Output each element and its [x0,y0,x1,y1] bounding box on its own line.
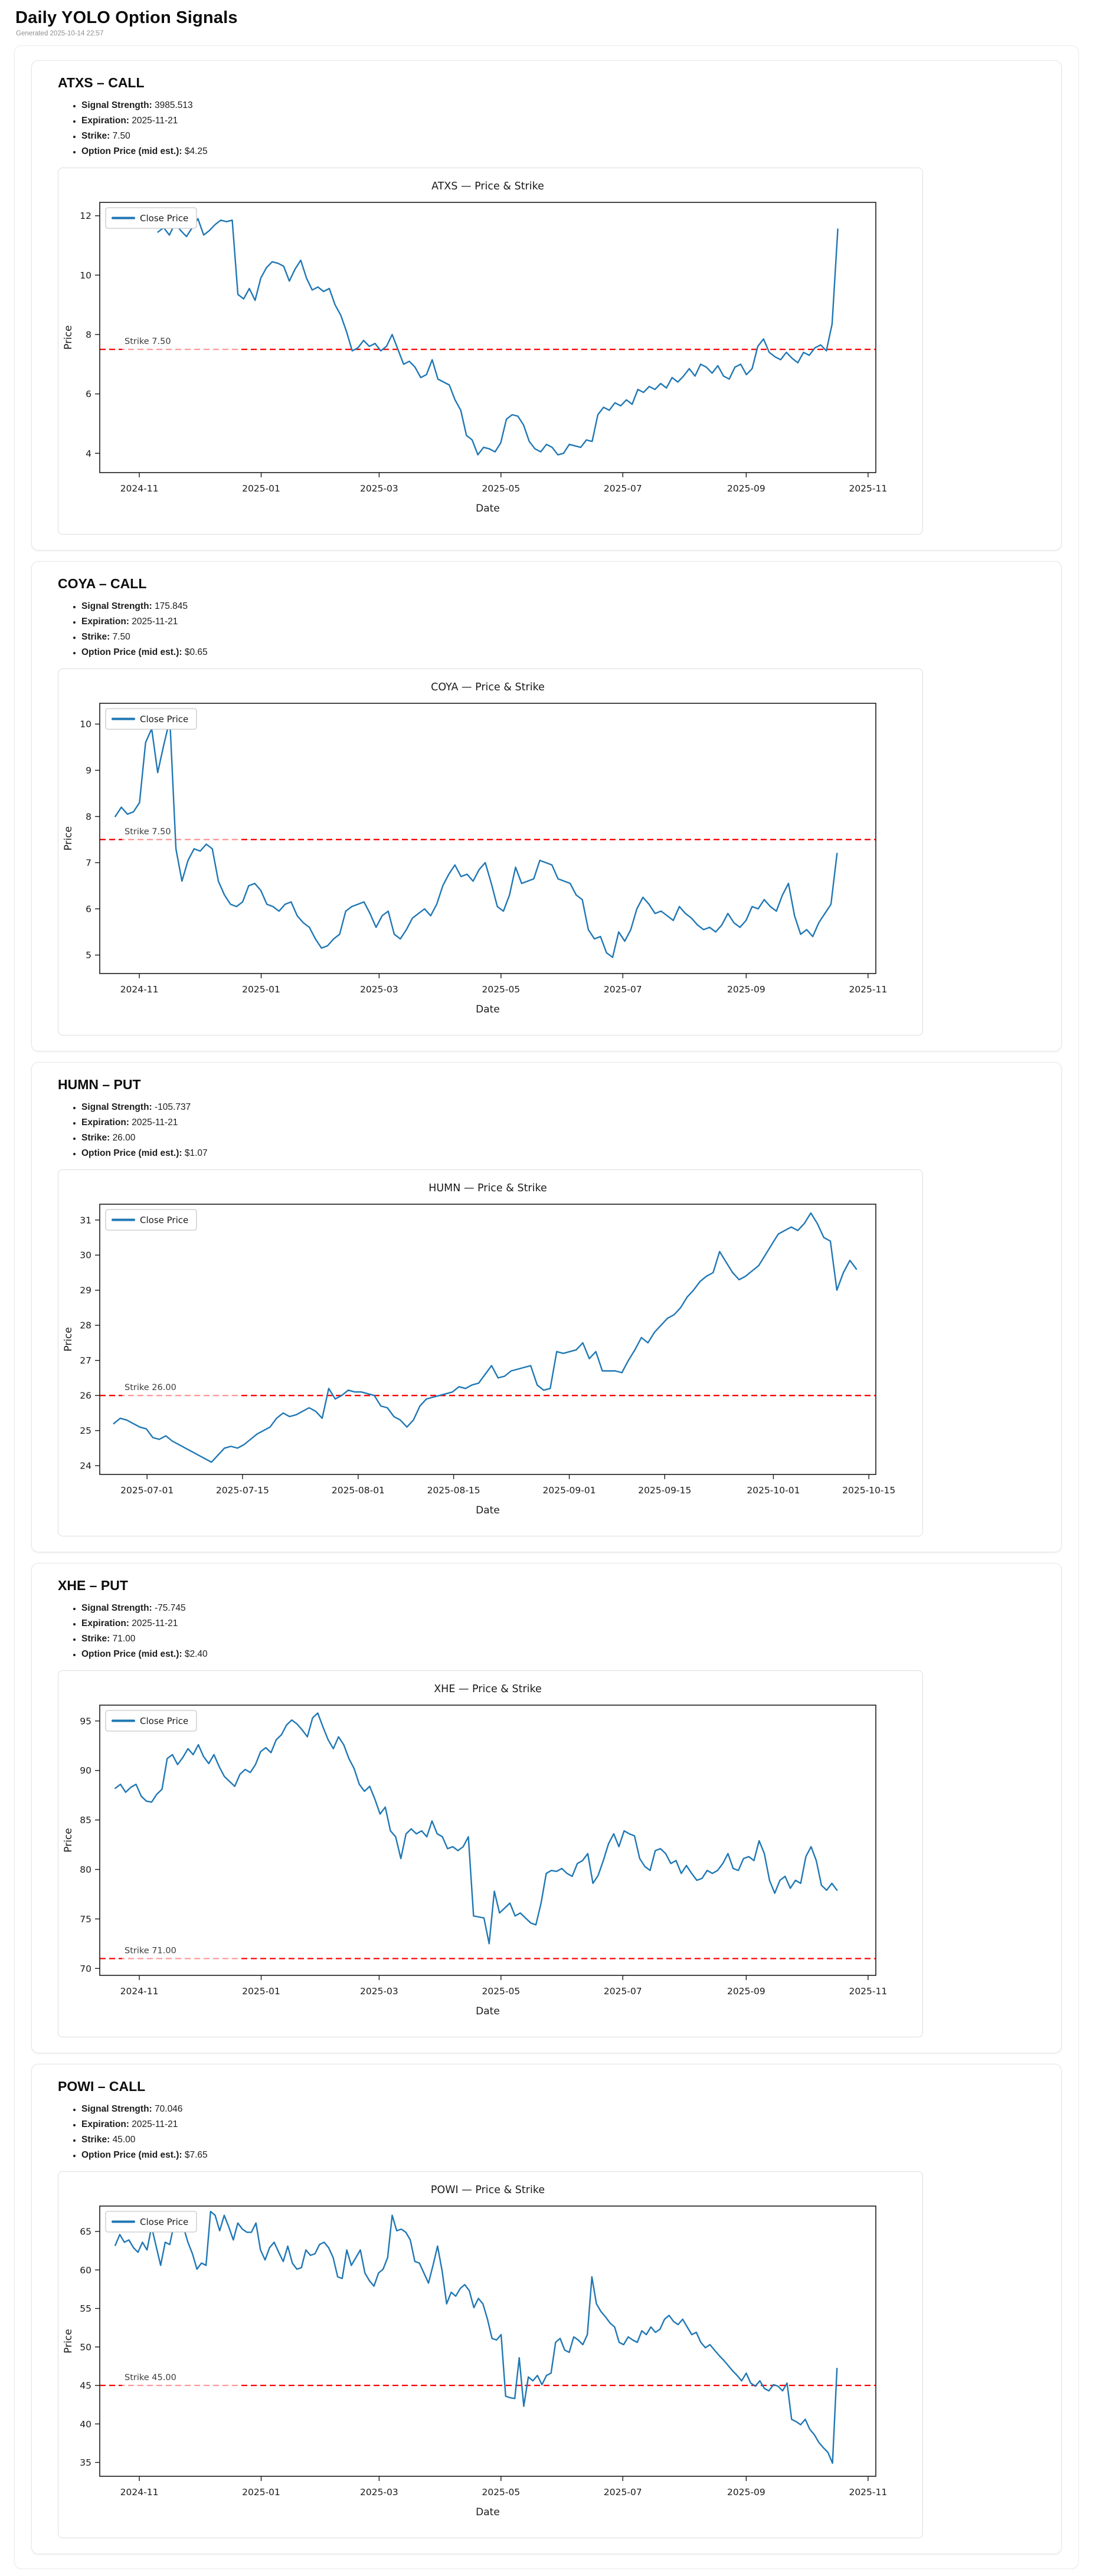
svg-text:26: 26 [80,1390,91,1401]
svg-text:40: 40 [80,2418,91,2430]
svg-text:2025-08-15: 2025-08-15 [427,1485,480,1496]
svg-text:95: 95 [80,1716,91,1727]
svg-text:2025-07: 2025-07 [603,483,642,494]
svg-text:2025-08-01: 2025-08-01 [331,1485,385,1496]
expiration-item: • Expiration: 2025-11-21 [81,113,1035,129]
svg-text:9: 9 [86,765,91,776]
price-chart [58,168,923,535]
svg-text:2025-03: 2025-03 [360,984,398,995]
svg-text:2025-11: 2025-11 [849,483,888,494]
signal-strength-item: • Signal Strength: 3985.513 [81,98,1035,113]
svg-text:85: 85 [80,1815,91,1826]
svg-text:2025-11: 2025-11 [849,984,888,995]
svg-text:Date: Date [476,2506,500,2518]
svg-text:COYA — Price & Strike: COYA — Price & Strike [431,681,545,693]
svg-text:ATXS — Price & Strike: ATXS — Price & Strike [431,181,544,192]
svg-text:2025-07: 2025-07 [603,2487,642,2498]
svg-text:Strike 26.00: Strike 26.00 [125,1383,176,1393]
signal-card [31,1062,1062,1552]
signal-facts [58,98,1035,159]
svg-text:2024-11: 2024-11 [120,2487,159,2498]
svg-text:2025-11: 2025-11 [849,1986,888,1997]
svg-text:Close Price: Close Price [140,714,189,725]
svg-text:2025-09-15: 2025-09-15 [638,1485,692,1496]
svg-text:Price: Price [63,1327,74,1352]
svg-text:2025-05: 2025-05 [482,2487,521,2498]
svg-text:2025-01: 2025-01 [242,483,280,494]
svg-text:2025-01: 2025-01 [242,1986,280,1997]
svg-text:24: 24 [80,1460,91,1471]
signal-strength-item: • Signal Strength: -105.737 [81,1100,1035,1115]
signal-heading: POWI – CALL [58,2079,146,2094]
svg-text:HUMN — Price & Strike: HUMN — Price & Strike [428,1182,547,1194]
svg-text:2025-01: 2025-01 [242,984,280,995]
strike-item: • Strike: 26.00 [81,1130,1035,1146]
svg-text:31: 31 [80,1215,91,1226]
svg-text:2024-11: 2024-11 [120,483,159,494]
svg-text:12: 12 [80,211,91,222]
svg-text:Price: Price [63,2329,74,2354]
svg-text:Date: Date [476,1004,500,1015]
expiration-item: • Expiration: 2025-11-21 [81,1115,1035,1130]
svg-text:45: 45 [80,2380,91,2391]
svg-text:2025-05: 2025-05 [482,483,521,494]
svg-text:2025-05: 2025-05 [482,1986,521,1997]
svg-text:28: 28 [80,1320,91,1331]
strike-item: • Strike: 71.00 [81,1631,1035,1647]
option-price-item: • Option Price (mid est.): $7.65 [81,2148,1035,2163]
price-chart-svg [58,1170,921,1536]
svg-text:2025-09-01: 2025-09-01 [542,1485,596,1496]
price-chart [58,1169,923,1536]
svg-text:Close Price: Close Price [140,1215,189,1225]
expiration-item: • Expiration: 2025-11-21 [81,614,1035,630]
signals-panel [14,45,1079,2569]
svg-text:7: 7 [86,857,91,869]
svg-text:5: 5 [86,950,91,961]
signal-card [31,1563,1062,2053]
svg-text:Strike 7.50: Strike 7.50 [125,337,171,347]
strike-item: • Strike: 7.50 [81,129,1035,144]
option-price-item: • Option Price (mid est.): $1.07 [81,1146,1035,1161]
svg-text:2025-03: 2025-03 [360,2487,398,2498]
signal-strength-item: • Signal Strength: 175.845 [81,599,1035,614]
svg-text:Strike 71.00: Strike 71.00 [125,1946,176,1956]
svg-text:XHE — Price & Strike: XHE — Price & Strike [434,1683,542,1695]
svg-text:2025-09: 2025-09 [727,2487,765,2498]
svg-text:2025-01: 2025-01 [242,2487,280,2498]
svg-text:65: 65 [80,2226,91,2237]
svg-text:Date: Date [476,503,500,514]
option-price-item: • Option Price (mid est.): $2.40 [81,1647,1035,1662]
strike-item: • Strike: 45.00 [81,2132,1035,2148]
svg-text:POWI — Price & Strike: POWI — Price & Strike [430,2184,545,2196]
svg-text:6: 6 [86,389,91,400]
svg-text:2025-03: 2025-03 [360,1986,398,1997]
signal-card [31,60,1062,550]
svg-text:Price: Price [63,1828,74,1853]
svg-text:Close Price: Close Price [140,1716,189,1726]
svg-text:2025-09: 2025-09 [727,984,765,995]
svg-text:55: 55 [80,2303,91,2315]
price-chart-svg [58,168,921,534]
svg-text:2025-05: 2025-05 [482,984,521,995]
svg-text:2025-07: 2025-07 [603,1986,642,1997]
price-chart-svg [58,1671,921,2037]
svg-text:50: 50 [80,2342,91,2353]
svg-text:10: 10 [80,719,91,730]
svg-text:2025-07: 2025-07 [603,984,642,995]
signal-card-list [31,60,1062,2554]
signal-card [31,2064,1062,2554]
svg-text:Strike 45.00: Strike 45.00 [125,2373,176,2383]
signal-facts [58,2102,1035,2163]
svg-text:2025-07-15: 2025-07-15 [215,1485,270,1496]
signal-heading: HUMN – PUT [58,1077,141,1092]
svg-text:75: 75 [80,1913,91,1925]
svg-text:2025-09: 2025-09 [727,1986,765,1997]
svg-text:80: 80 [80,1864,91,1875]
svg-text:10: 10 [80,270,91,281]
svg-text:35: 35 [80,2457,91,2469]
svg-text:2025-10-01: 2025-10-01 [747,1485,800,1496]
svg-text:Close Price: Close Price [140,213,189,224]
signal-heading: XHE – PUT [58,1578,128,1593]
svg-text:8: 8 [86,811,91,822]
svg-text:60: 60 [80,2264,91,2276]
svg-text:Close Price: Close Price [140,2217,189,2227]
generated-timestamp: Generated 2025-10-14 22:57 [16,30,104,37]
svg-text:2025-10-15: 2025-10-15 [842,1485,896,1496]
svg-text:Date: Date [476,1505,500,1516]
expiration-item: • Expiration: 2025-11-21 [81,1616,1035,1631]
signal-heading: ATXS – CALL [58,75,145,90]
page-title: Daily YOLO Option Signals [15,8,238,27]
svg-text:90: 90 [80,1765,91,1777]
price-chart [58,2171,923,2538]
svg-text:Price: Price [63,325,74,350]
option-price-item: • Option Price (mid est.): $4.25 [81,144,1035,159]
svg-text:30: 30 [80,1250,91,1261]
svg-text:Price: Price [63,826,74,851]
svg-text:25: 25 [80,1425,91,1437]
svg-text:2025-03: 2025-03 [360,483,398,494]
strike-item: • Strike: 7.50 [81,630,1035,645]
signal-heading: COYA – CALL [58,576,147,591]
svg-text:8: 8 [86,329,91,340]
svg-text:2025-09: 2025-09 [727,483,765,494]
signal-strength-item: • Signal Strength: -75.745 [81,1601,1035,1616]
svg-text:27: 27 [80,1355,91,1366]
price-chart-svg [58,2172,921,2538]
price-chart-svg [58,669,921,1035]
svg-text:2025-11: 2025-11 [849,2487,888,2498]
svg-text:2024-11: 2024-11 [120,1986,159,1997]
svg-text:6: 6 [86,903,91,915]
signal-facts [58,599,1035,660]
signal-strength-item: • Signal Strength: 70.046 [81,2102,1035,2117]
svg-text:Strike 7.50: Strike 7.50 [125,827,171,837]
expiration-item: • Expiration: 2025-11-21 [81,2117,1035,2132]
price-chart [58,668,923,1035]
price-chart [58,1670,923,2037]
option-price-item: • Option Price (mid est.): $0.65 [81,645,1035,660]
svg-text:2024-11: 2024-11 [120,984,159,995]
signal-card [31,561,1062,1051]
svg-text:70: 70 [80,1963,91,1974]
signal-facts [58,1100,1035,1161]
svg-text:29: 29 [80,1285,91,1296]
svg-text:Date: Date [476,2005,500,2017]
svg-text:4: 4 [86,448,91,459]
signal-facts [58,1601,1035,1662]
svg-text:2025-07-01: 2025-07-01 [120,1485,174,1496]
